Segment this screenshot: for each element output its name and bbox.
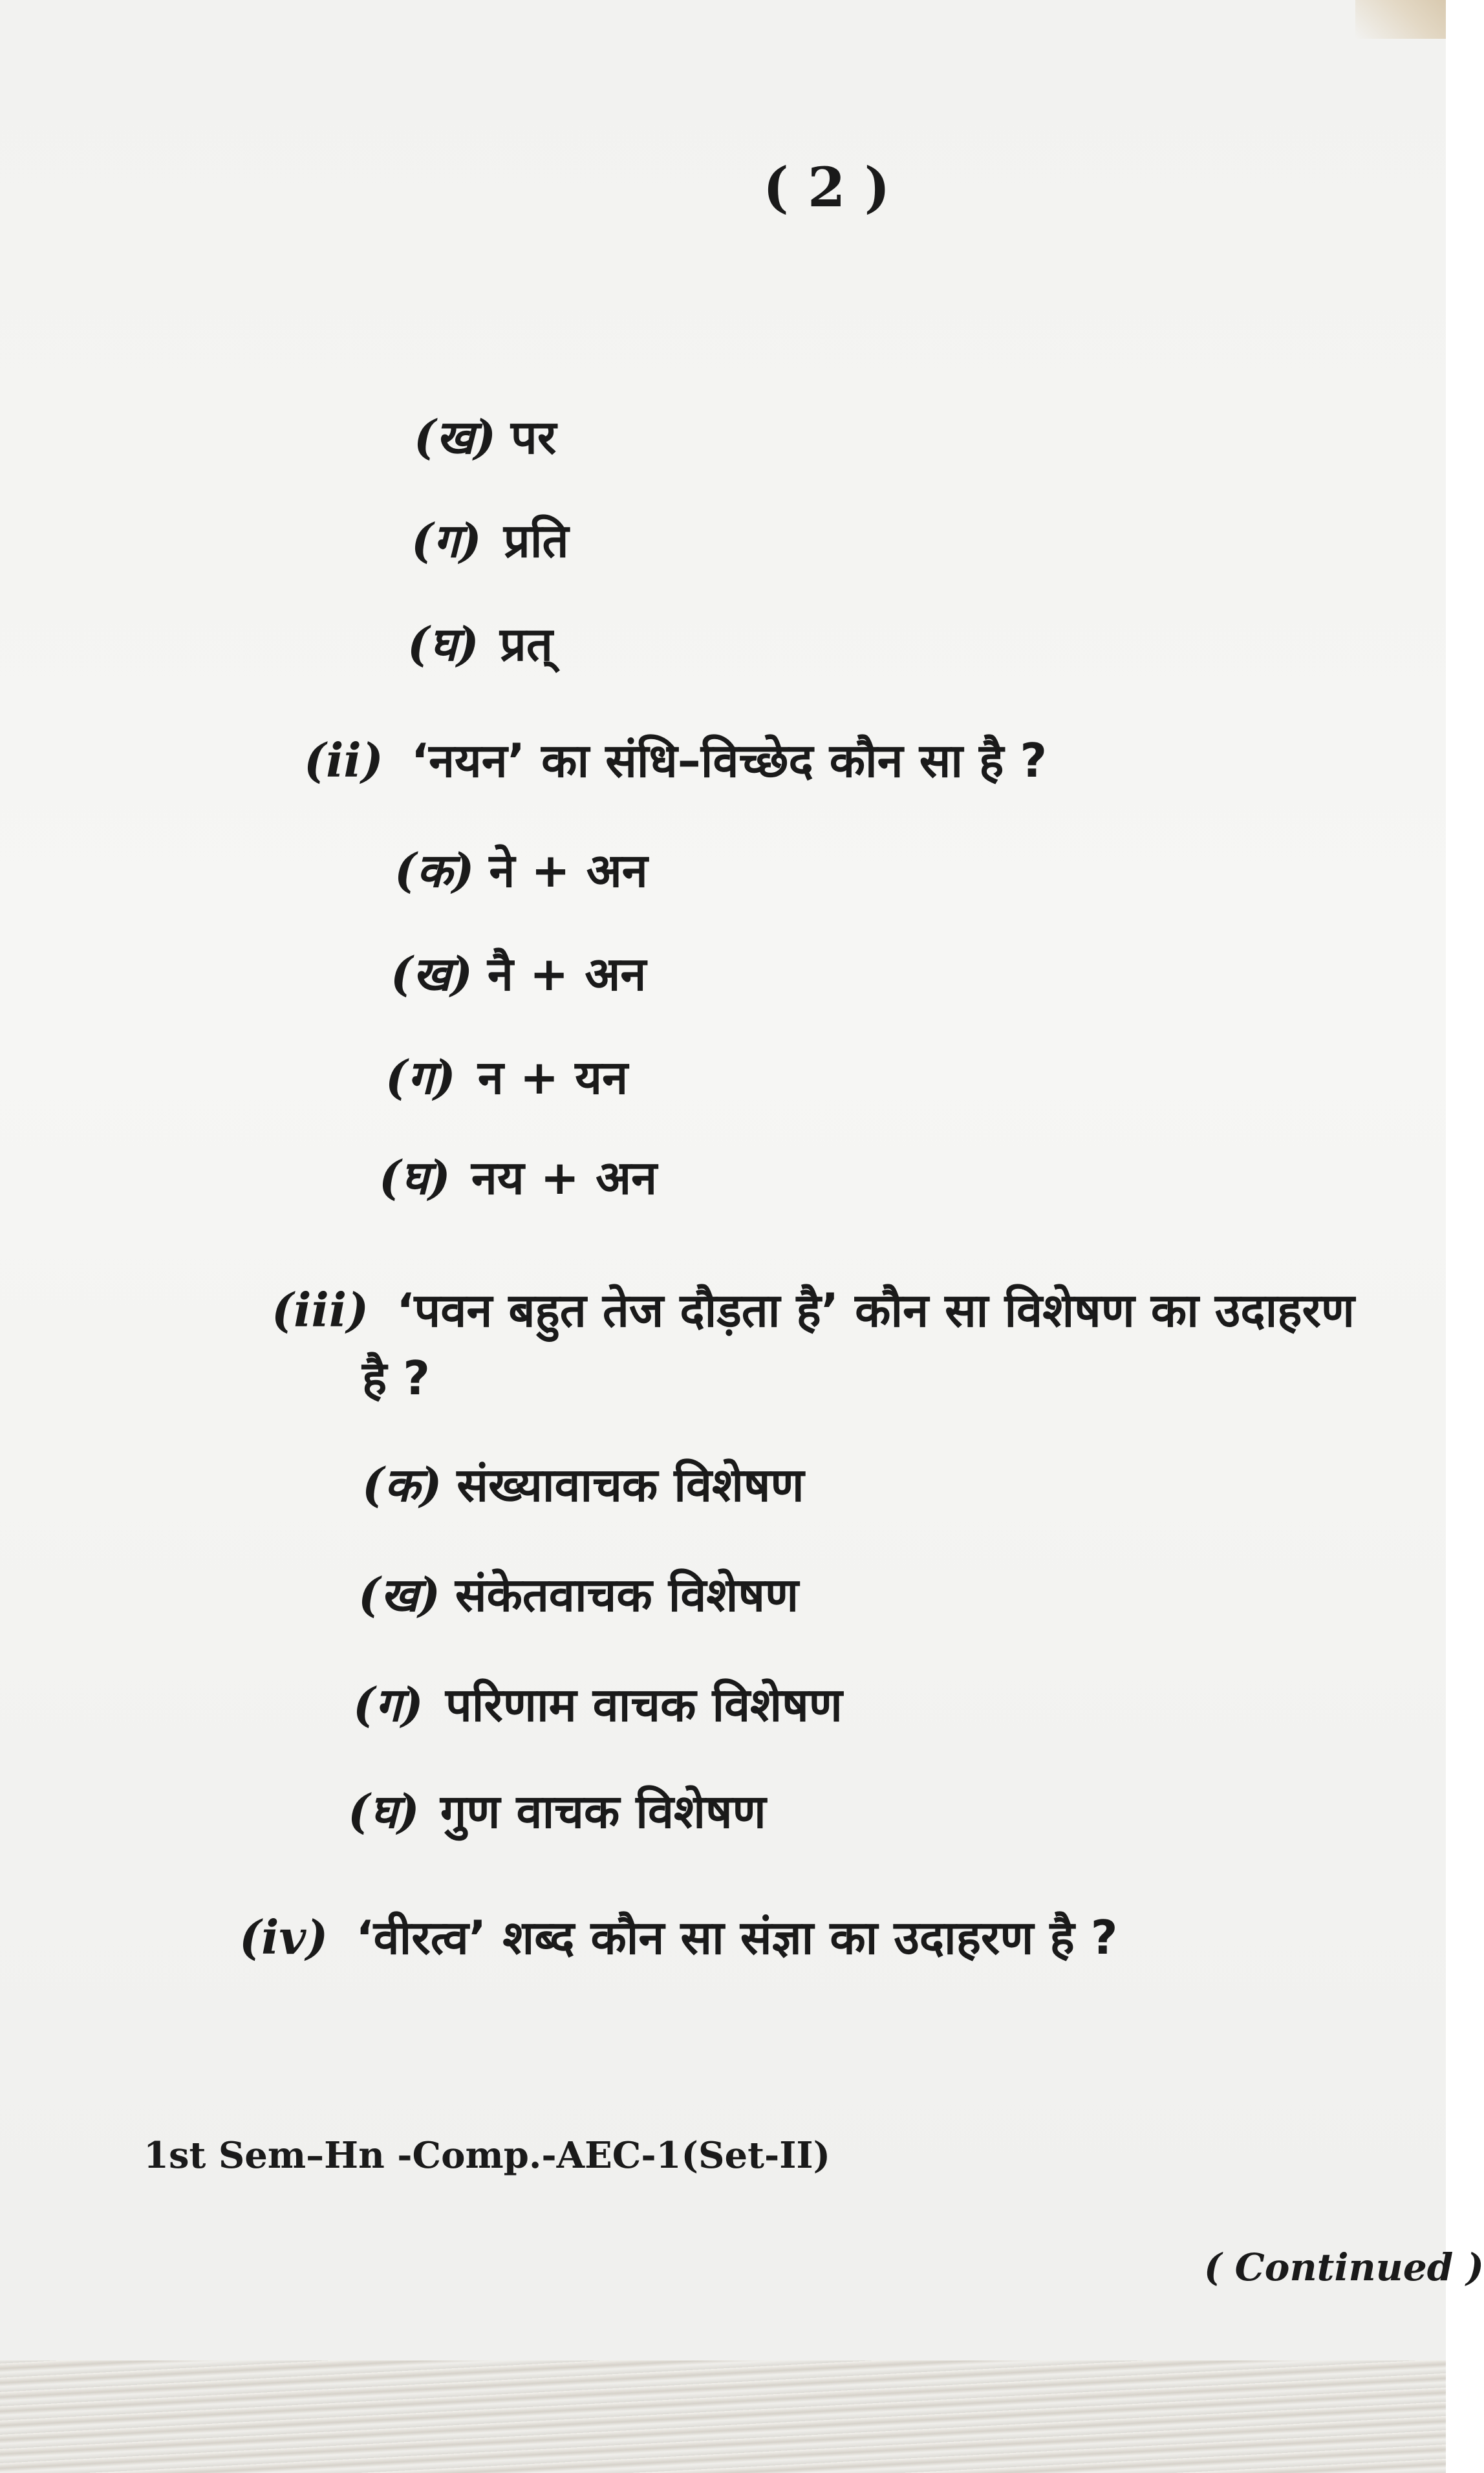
question-iii (272, 1282, 1355, 1337)
option-ka (362, 1457, 804, 1512)
option-text: नय + अन (471, 1150, 658, 1205)
option-label: (घ) (407, 616, 479, 671)
option-kha (358, 1567, 799, 1622)
option-label: (ख) (358, 1567, 441, 1622)
option-kha-prev (414, 409, 557, 464)
option-text: प्रत् (499, 617, 553, 671)
option-ga (353, 1677, 843, 1732)
paper-code: 1st Sem–Hn -Comp.-AEC-1(Set-II) (144, 2134, 831, 2177)
option-label: (ग) (411, 513, 482, 568)
question-text-line2: है ? (362, 1351, 431, 1405)
question-iv (239, 1910, 1118, 1965)
option-label: (ख) (391, 946, 473, 1001)
option-gha (348, 1784, 766, 1839)
option-label: (क) (362, 1457, 442, 1512)
option-text: संकेतवाचक विशेषण (455, 1568, 799, 1622)
question-number: (iii) (272, 1282, 369, 1337)
option-label: (ग) (385, 1050, 456, 1105)
option-text: संख्यावाचक विशेषण (457, 1458, 804, 1512)
option-gha-prev (407, 616, 553, 671)
option-text: पर (510, 410, 557, 464)
option-label: (ख) (414, 409, 497, 464)
option-text: नै + अन (487, 947, 647, 1001)
option-text: प्रति (503, 513, 569, 568)
option-ga-prev (411, 513, 569, 568)
option-label: (घ) (348, 1784, 420, 1839)
option-ka (394, 843, 648, 898)
question-text: ‘पवन बहुत तेज दौड़ता है’ कौन सा विशेषण का उदाहरण (396, 1283, 1355, 1337)
option-text: गुण वाचक विशेषण (440, 1784, 766, 1839)
option-kha (391, 946, 647, 1001)
option-ga (385, 1050, 629, 1105)
question-ii (304, 733, 1048, 788)
option-gha (379, 1150, 658, 1205)
option-label: (क) (394, 843, 475, 898)
option-text: ने + अन (489, 843, 648, 898)
option-label: (घ) (379, 1150, 451, 1205)
question-iii-continuation (362, 1351, 431, 1405)
question-text: ‘नयन’ का संधि–विच्छेद कौन सा है ? (411, 733, 1048, 788)
paper-corner-shadow (1355, 0, 1446, 39)
paper-bottom-edge (0, 2360, 1446, 2473)
continued-label: ( Continued ) (1204, 2245, 1484, 2289)
question-text: ‘वीरत्व’ शब्द कौन सा संज्ञा का उदाहरण है ? (356, 1910, 1118, 1965)
option-text: परिणाम वाचक विशेषण (445, 1678, 843, 1732)
option-label: (ग) (353, 1677, 424, 1732)
question-number: (ii) (304, 733, 383, 788)
page-number: ( 2 ) (763, 155, 890, 219)
option-text: न + यन (477, 1050, 629, 1105)
question-number: (iv) (239, 1910, 328, 1965)
